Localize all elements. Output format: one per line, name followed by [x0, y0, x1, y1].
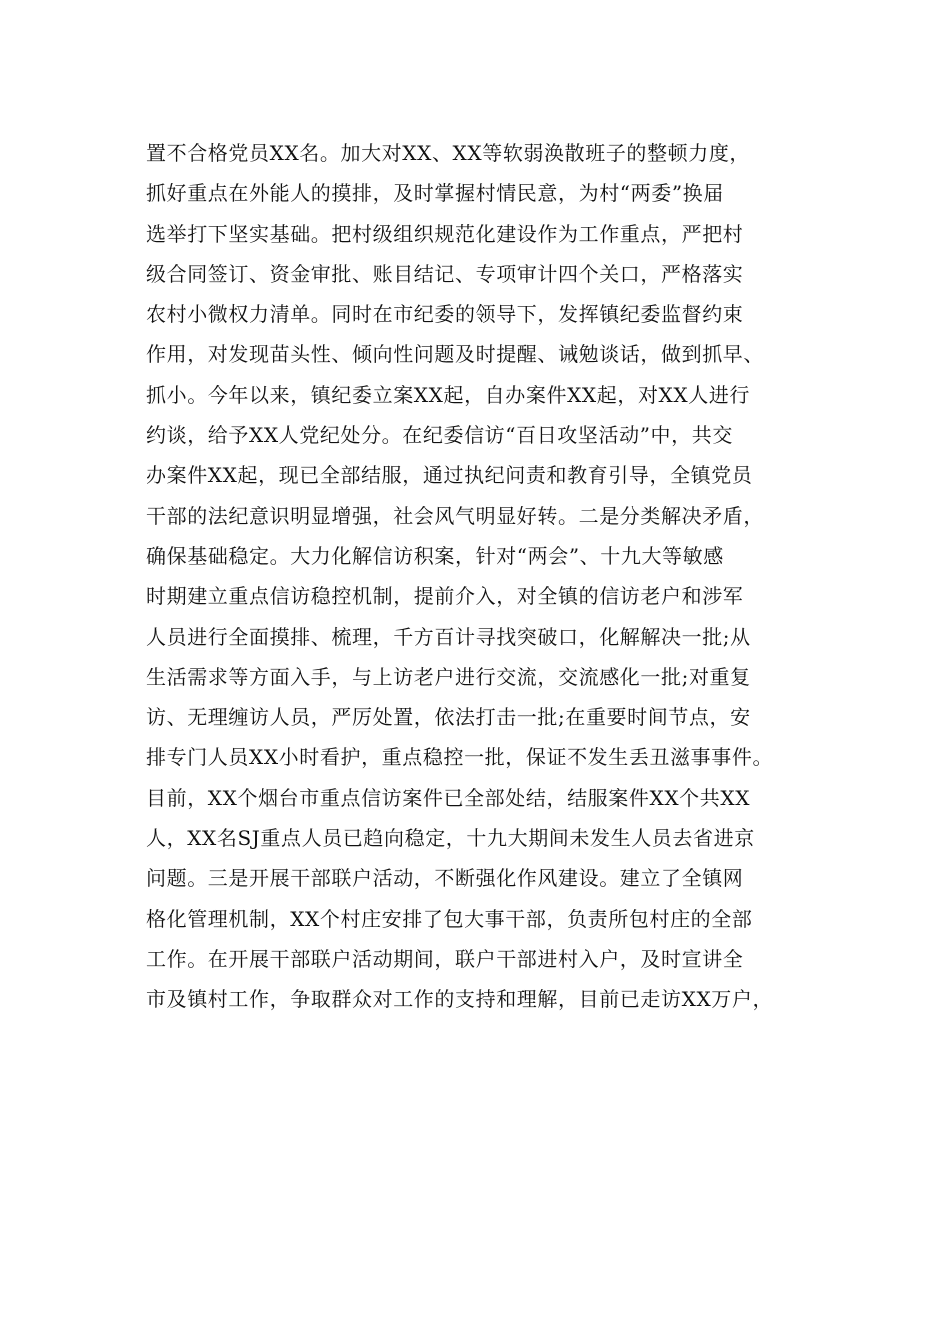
text-line: 工作。在开展干部联户活动期间，联户干部进村入户，及时宣讲全 [146, 946, 744, 971]
text-line: 问题。三是开展干部联户活动，不断强化作风建设。建立了全镇网 [146, 866, 744, 891]
text-line: 生活需求等方面入手，与上访老户进行交流，交流感化一批;对重复 [146, 664, 751, 689]
text-line: 抓好重点在外能人的摸排，及时掌握村情民意，为村“两委”换届 [146, 181, 724, 206]
text-line: 选举打下坚实基础。把村级组织规范化建设作为工作重点，严把村 [146, 221, 744, 246]
body-text [146, 133, 836, 1020]
text-line: 办案件XX起，现已全部结服，通过执纪问责和教育引导，全镇党员 [146, 463, 753, 488]
text-line: 级合同签订、资金审批、账目结记、专项审计四个关口，严格落实 [146, 261, 744, 286]
text-line: 确保基础稳定。大力化解信访积案，针对“两会”、十九大等敏感 [146, 543, 724, 568]
text-line: 置不合格党员XX名。加大对XX、XX等软弱涣散班子的整顿力度， [146, 141, 751, 165]
text-line: 抓小。今年以来，镇纪委立案XX起，自办案件XX起，对XX人进行 [146, 382, 751, 407]
text-line: 格化管理机制，XX个村庄安排了包大事干部，负责所包村庄的全部 [146, 906, 753, 931]
text-line: 目前，XX个烟台市重点信访案件已全部处结，结服案件XX个共XX [146, 785, 751, 810]
text-line: 约谈，给予XX人党纪处分。在纪委信访“百日攻坚活动”中，共交 [146, 423, 733, 448]
text-line: 市及镇村工作，争取群众对工作的支持和理解，目前已走访XX万户， [146, 987, 774, 1012]
text-line: 时期建立重点信访稳控机制，提前介入，对全镇的信访老户和涉军 [146, 584, 744, 609]
text-line: 访、无理缠访人员，严厉处置，依法打击一批;在重要时间节点，安 [146, 705, 751, 730]
text-line: 人员进行全面摸排、梳理，千方百计寻找突破口，化解解决一批;从 [146, 624, 751, 649]
text-line: 作用，对发现苗头性、倾向性问题及时提醒、诫勉谈话，做到抓早、 [146, 342, 764, 367]
text-line: 排专门人员XX小时看护，重点稳控一批，保证不发生丢丑滋事事件。 [146, 745, 774, 770]
text-line: 农村小微权力清单。同时在市纪委的领导下，发挥镇纪委监督约束 [146, 302, 744, 327]
text-line: 干部的法纪意识明显增强，社会风气明显好转。二是分类解决矛盾， [146, 503, 764, 528]
text-line: 人，XX名SJ重点人员已趋向稳定，十九大期间未发生人员去省进京 [146, 826, 755, 851]
